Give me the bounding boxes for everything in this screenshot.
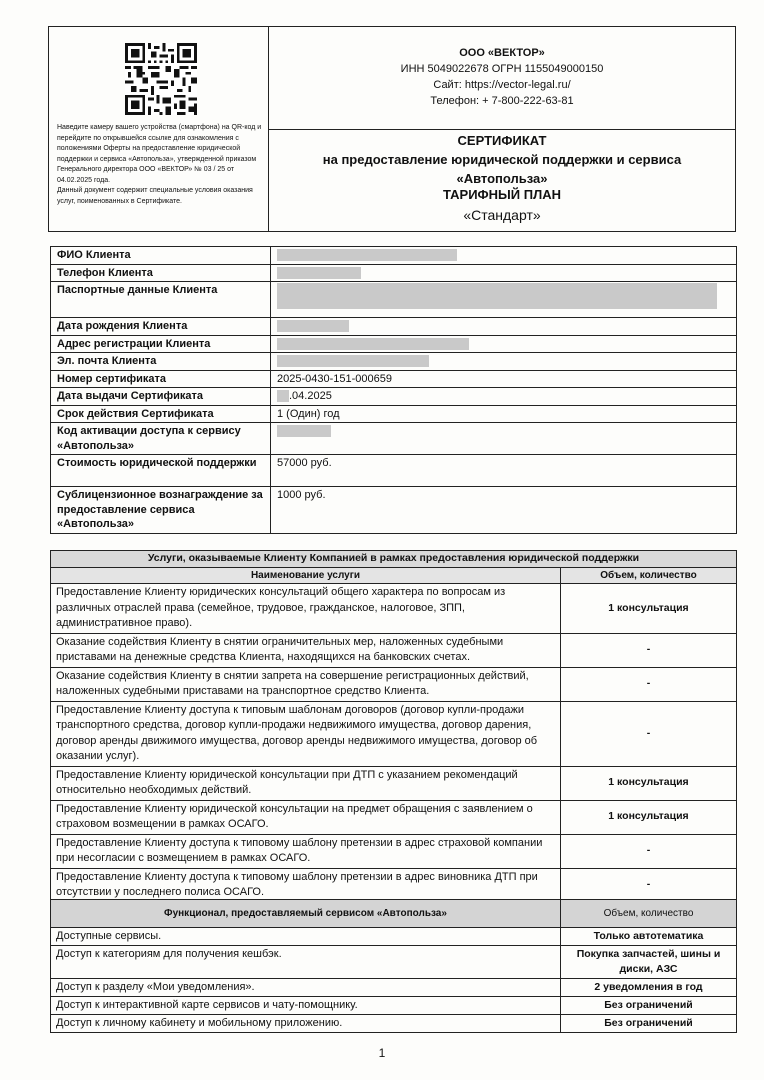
tariff-value: «Стандарт»	[463, 207, 541, 223]
tariff-label: ТАРИФНЫЙ ПЛАН	[443, 187, 561, 202]
redacted-block	[277, 320, 349, 332]
functionality-row	[51, 979, 737, 997]
client-row	[51, 405, 737, 423]
client-field-value	[271, 335, 737, 353]
client-field-value	[271, 282, 737, 318]
service-name: Оказание содействия Клиенту в снятии запрета на совершение регистрационных действий, наложенных судебными приставами на транспортное средство Клиента.	[51, 667, 561, 701]
client-row	[51, 370, 737, 388]
function-quantity: Без ограничений	[561, 1015, 737, 1033]
qr-note	[57, 123, 263, 207]
function-name: Доступ к личному кабинету и мобильному приложению.	[51, 1015, 561, 1033]
certificate-title-line-1: СЕРТИФИКАТ	[457, 133, 547, 148]
redacted-block	[277, 355, 429, 367]
functionality-row	[51, 928, 737, 946]
client-field-value	[271, 264, 737, 282]
service-quantity: 1 консультация	[561, 766, 737, 800]
service-quantity: 1 консультация	[561, 800, 737, 834]
function-quantity: Покупка запчастей, шины и диски, АЗС	[561, 946, 737, 979]
service-quantity: 1 консультация	[561, 584, 737, 634]
service-name: Предоставление Клиенту юридической консультации при ДТП с указанием рекомендаций относительно необходимых действий.	[51, 766, 561, 800]
functionality-row	[51, 997, 737, 1015]
validity-period: 1 (Один) год	[271, 405, 737, 423]
company-panel	[269, 27, 735, 231]
service-name: Предоставление Клиенту юридической консультации на предмет обращения с заявлением о страховом возмещении в рамках ОСАГО.	[51, 800, 561, 834]
client-field-label: Номер сертификата	[51, 370, 271, 388]
service-name: Предоставление Клиенту доступа к типовому шаблону претензии в адрес страховой компании при несогласии с возмещением в рамках ОСАГО.	[51, 834, 561, 868]
function-name: Доступ к категориям для получения кешбэк.	[51, 946, 561, 979]
function-name: Доступ к разделу «Мои уведомления».	[51, 979, 561, 997]
function-quantity: Только автотематика	[561, 928, 737, 946]
service-quantity: -	[561, 834, 737, 868]
column-header-function: Функционал, предоставляемый сервисом «Автопольза»	[51, 900, 561, 928]
client-row	[51, 318, 737, 336]
issue-date: .04.2025	[271, 388, 737, 406]
service-name: Предоставление Клиенту доступа к типовому шаблону претензии в адрес виновника ДТП при отсутствии у последнего полиса ОСАГО.	[51, 868, 561, 902]
service-row	[51, 667, 737, 701]
redacted-block	[277, 338, 469, 350]
service-quantity: -	[561, 868, 737, 902]
function-name: Доступ к интерактивной карте сервисов и чату-помощнику.	[51, 997, 561, 1015]
client-row	[51, 335, 737, 353]
client-row	[51, 264, 737, 282]
client-field-value	[271, 353, 737, 371]
client-field-label: Срок действия Сертификата	[51, 405, 271, 423]
client-field-value	[271, 247, 737, 265]
service-row	[51, 701, 737, 766]
client-field-label: ФИО Клиента	[51, 247, 271, 265]
service-row	[51, 633, 737, 667]
company-ids: ИНН 5049022678 ОГРН 1155049000150	[400, 63, 604, 75]
header-divider	[269, 129, 735, 130]
client-row	[51, 388, 737, 406]
redacted-block	[277, 390, 289, 402]
services-header-row	[51, 567, 737, 584]
services-title-row	[51, 551, 737, 568]
company-name: ООО «ВЕКТОР»	[459, 47, 545, 59]
sublicense-fee: 1000 руб.	[271, 487, 737, 534]
functionality-row	[51, 1015, 737, 1033]
support-cost: 57000 руб.	[271, 455, 737, 487]
column-header-service-name: Наименование услуги	[51, 567, 561, 584]
client-field-label: Сублицензионное вознаграждение за предоставление сервиса «Автопольза»	[51, 487, 271, 534]
services-title: Услуги, оказываемые Клиенту Компанией в рамках предоставления юридической поддержки	[51, 551, 737, 568]
certificate-title-line-2: на предоставление юридической поддержки и сервиса	[322, 152, 682, 167]
functionality-row	[51, 946, 737, 979]
redacted-block	[277, 249, 457, 261]
client-row	[51, 353, 737, 371]
client-row	[51, 247, 737, 265]
function-quantity: Без ограничений	[561, 997, 737, 1015]
certificate-number: 2025-0430-151-000659	[271, 370, 737, 388]
redacted-block	[277, 267, 361, 279]
certificate-title-line-3: «Автопольза»	[456, 171, 548, 186]
services-table	[50, 550, 737, 903]
client-field-label: Паспортные данные Клиента	[51, 282, 271, 318]
functionality-header-row	[51, 900, 737, 928]
client-row	[51, 487, 737, 534]
functionality-table	[50, 899, 737, 1033]
qr-panel	[49, 27, 269, 231]
redacted-block	[277, 283, 717, 309]
client-field-label: Стоимость юридической поддержки	[51, 455, 271, 487]
client-field-label: Эл. почта Клиента	[51, 353, 271, 371]
client-field-label: Адрес регистрации Клиента	[51, 335, 271, 353]
client-field-label: Дата выдачи Сертификата	[51, 388, 271, 406]
certificate-title	[269, 131, 735, 188]
qr-code-icon[interactable]	[125, 43, 197, 115]
special-conditions-text: Данный документ содержит специальные условия оказания услуг, поименованных в Сертификате.	[57, 187, 253, 205]
client-row	[51, 455, 737, 487]
function-quantity: 2 уведомления в год	[561, 979, 737, 997]
certificate-header	[48, 26, 736, 232]
service-quantity: -	[561, 633, 737, 667]
client-info-table	[50, 246, 737, 534]
client-row	[51, 423, 737, 455]
service-name: Оказание содействия Клиенту в снятии ограничительных мер, наложенных судебными приставами на денежные средства Клиента, находящихся на банковских счетах.	[51, 633, 561, 667]
client-field-label: Дата рождения Клиента	[51, 318, 271, 336]
client-field-value	[271, 318, 737, 336]
service-row	[51, 868, 737, 902]
client-row	[51, 282, 737, 318]
company-phone: Телефон: + 7-800-222-63-81	[430, 95, 574, 107]
service-name: Предоставление Клиенту юридических консультаций общего характера по вопросам из различных отраслей права (семейное, трудовое, гражданское, налоговое, ЗПП, административное право).	[51, 584, 561, 634]
company-block	[269, 45, 735, 109]
service-row	[51, 584, 737, 634]
service-name: Предоставление Клиенту доступа к типовым шаблонам договоров (договор купли-продажи транспортного средства, договор купли-продажи недвижимого имущества, договор дарения, договор аренды движимого имущества, договор аренды недвижимого имущества, договор об оказании услуг).	[51, 701, 561, 766]
company-site[interactable]: Сайт: https://vector-legal.ru/	[433, 79, 571, 91]
service-row	[51, 800, 737, 834]
client-field-label: Телефон Клиента	[51, 264, 271, 282]
column-header-quantity: Объем, количество	[561, 567, 737, 584]
client-field-label: Код активации доступа к сервису «Автопольза»	[51, 423, 271, 455]
service-quantity: -	[561, 701, 737, 766]
service-quantity: -	[561, 667, 737, 701]
activation-code	[271, 423, 737, 455]
qr-instruction-text: Наведите камеру вашего устройства (смартфона) на QR-код и перейдите по открывшейся ссылке для ознакомления с положениями Оферты на предоставление юридической поддержки и сервиса «Автопольза», утвержденной приказом Генерального директора ООО «ВЕКТОР» № 03 / 25 от 04.02.2025 года.	[57, 124, 262, 184]
redacted-block	[277, 425, 331, 437]
page-number: 1	[378, 1046, 386, 1060]
function-name: Доступные сервисы.	[51, 928, 561, 946]
column-header-quantity: Объем, количество	[561, 900, 737, 928]
service-row	[51, 766, 737, 800]
service-row	[51, 834, 737, 868]
